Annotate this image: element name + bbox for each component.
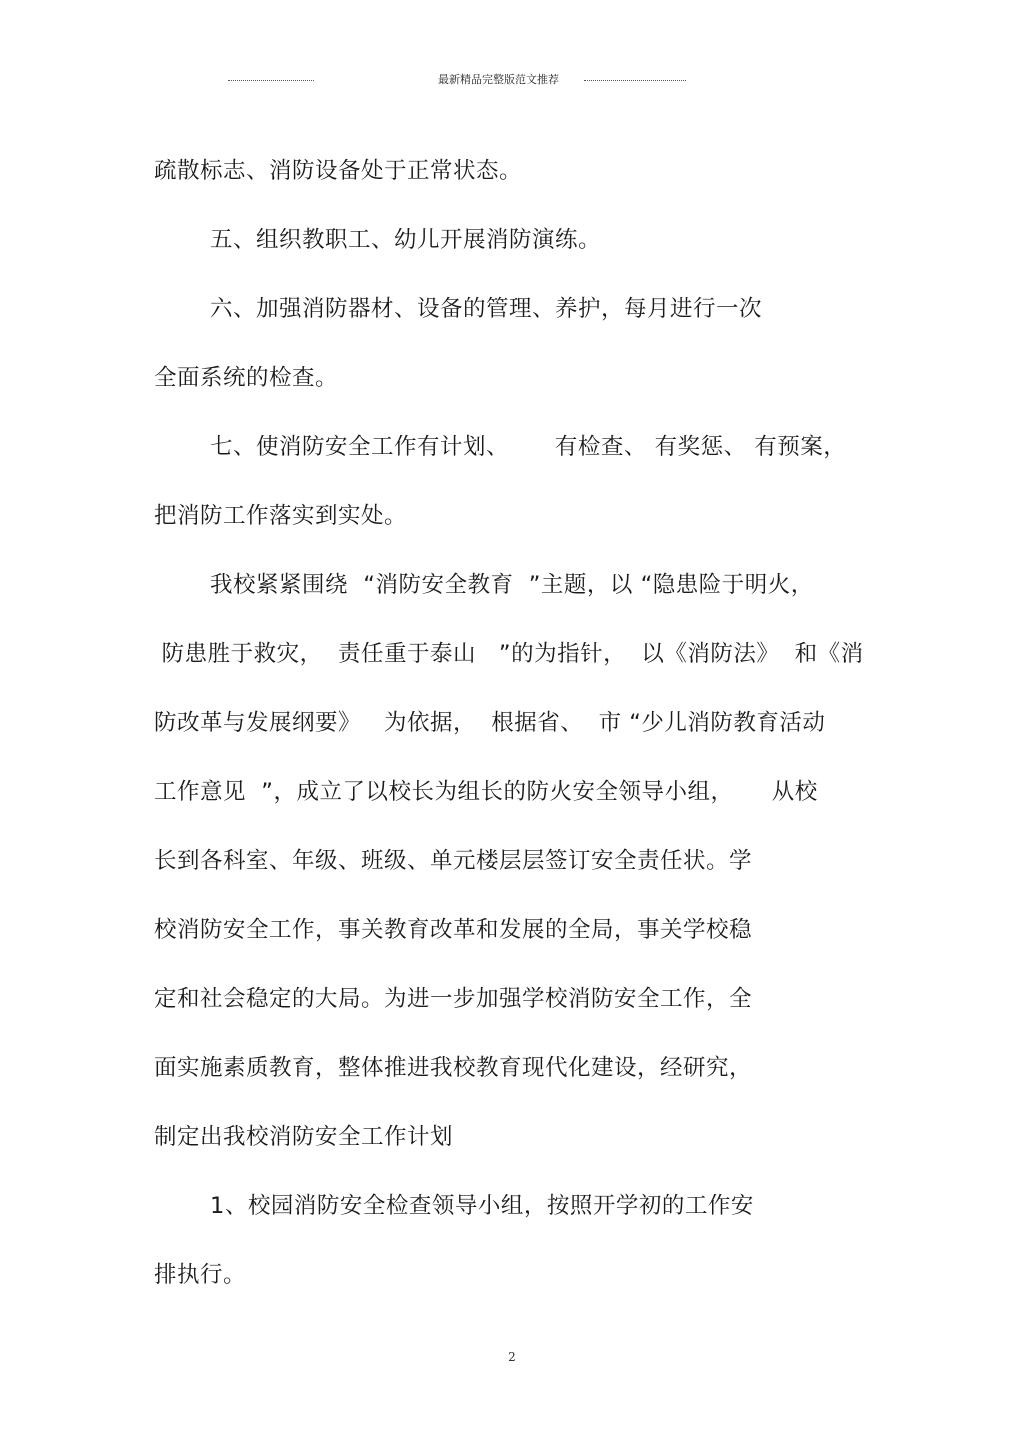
body-line: 校消防安全工作，事关教育改革和发展的全局，事关学校稳 [154, 917, 753, 943]
page-number: 2 [508, 1350, 516, 1364]
body-line: 五、组织教职工、幼儿开展消防演练。 [210, 227, 602, 253]
header-dotted-rule-right [584, 80, 686, 81]
page-header [0, 72, 1024, 88]
body-line: 定和社会稳定的大局。为进一步加强学校消防安全工作，全 [154, 986, 753, 1012]
body-line: 制定出我校消防安全工作计划 [154, 1124, 454, 1150]
body-line: 全面系统的检查。 [154, 365, 339, 391]
body-line: 防患胜于救灾， 责任重于泰山 ”的为指针， 以《消防法》 和《消 [154, 641, 864, 667]
header-dotted-rule-left [228, 80, 314, 81]
body-line: 防改革与发展纲要》 为依据， 根据省、 市 “少儿消防教育活动 [154, 710, 826, 736]
body-line: 1、校园消防安全检查领导小组，按照开学初的工作安 [210, 1193, 754, 1219]
body-line: 疏散标志、消防设备处于正常状态。 [154, 158, 523, 184]
body-line: 面实施素质教育，整体推进我校教育现代化建设，经研究， [154, 1055, 753, 1081]
body-line: 工作意见 ”，成立了以校长为组长的防火安全领导小组， 从校 [154, 779, 818, 805]
header-title: 最新精品完整版范文推荐 [438, 73, 559, 86]
body-line: 六、加强消防器材、设备的管理、养护，每月进行一次 [210, 296, 763, 322]
body-line: 我校紧紧围绕 “消防安全教育 ”主题，以 “隐患险于明火， [210, 572, 814, 598]
body-line: 七、使消防安全工作有计划、 有检查、 有奖惩、 有预案， [210, 434, 847, 460]
body-line: 排执行。 [154, 1262, 247, 1288]
body-line: 长到各科室、年级、班级、单元楼层层签订安全责任状。学 [154, 848, 753, 874]
body-line: 把消防工作落实到实处。 [154, 503, 408, 529]
